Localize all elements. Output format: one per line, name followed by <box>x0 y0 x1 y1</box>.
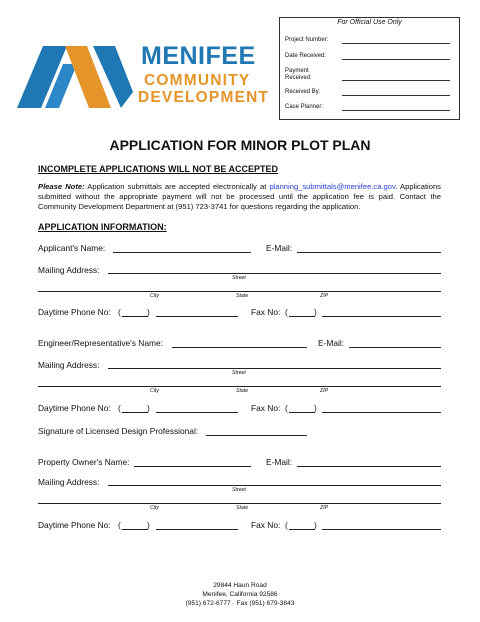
owner-city-caption: City <box>150 505 159 511</box>
owner-phone-paren-open: ( <box>118 520 121 530</box>
official-use-box <box>279 17 460 120</box>
owner-fax-number-field[interactable] <box>322 529 441 530</box>
applicant-zip-caption: ZIP <box>320 293 329 299</box>
logo-line2: COMMUNITY <box>144 72 251 89</box>
intro-text-1: Application submittals are accepted electronically at <box>84 182 270 191</box>
applicant-phone-paren-close: ) <box>147 307 150 317</box>
applicant-city-caption: City <box>150 293 159 299</box>
owner-email-field[interactable] <box>297 466 441 467</box>
engineer-fax-label: Fax No: <box>251 403 281 413</box>
footer-street: 29844 Haun Road <box>213 582 267 589</box>
official-use-heading: For Official Use Only <box>337 19 402 26</box>
owner-name-label: Property Owner's Name: <box>38 457 130 467</box>
owner-phone-number-field[interactable] <box>156 529 238 530</box>
applicant-name-field[interactable] <box>113 252 251 253</box>
owner-zip-caption: ZIP <box>320 505 329 511</box>
applicant-fax-number-field[interactable] <box>322 316 441 317</box>
owner-street-caption: Street <box>232 487 246 493</box>
logo-name: MENIFEE <box>141 42 256 70</box>
received-by-label: Received By: <box>285 89 321 95</box>
applicant-fax-area-field[interactable] <box>289 316 315 317</box>
date-received-label: Date Received: <box>285 53 327 59</box>
intro-paragraph <box>38 182 441 212</box>
received-by-field[interactable] <box>342 95 450 96</box>
date-received-field[interactable] <box>342 59 450 60</box>
applicant-city-state-zip-field[interactable] <box>38 291 441 292</box>
engineer-fax-paren-close: ) <box>314 403 317 413</box>
case-planner-label: Case Planner: <box>285 104 324 110</box>
engineer-phone-area-field[interactable] <box>122 412 148 413</box>
signature-label: Signature of Licensed Design Professional: <box>38 426 199 436</box>
engineer-mailing-label: Mailing Address: <box>38 360 100 370</box>
engineer-email-label: E-Mail: <box>318 338 345 348</box>
applicant-street-field[interactable] <box>108 273 441 274</box>
owner-fax-paren-open: ( <box>285 520 288 530</box>
engineer-email-field[interactable] <box>349 347 441 348</box>
applicant-fax-paren-open: ( <box>285 307 288 317</box>
owner-name-field[interactable] <box>134 466 251 467</box>
logo-mark-icon <box>15 40 145 110</box>
engineer-city-state-zip-field[interactable] <box>38 386 441 387</box>
engineer-street-caption: Street <box>232 370 246 376</box>
footer-address <box>0 581 480 608</box>
applicant-phone-area-field[interactable] <box>122 316 148 317</box>
engineer-street-field[interactable] <box>108 368 441 369</box>
intro-text-2: . Applications submitted without the appropriate payment will not be processed until the application fee is paid. Contact the Community Development Department at (951) 723-3741 for questions regarding the application. <box>38 182 441 211</box>
engineer-name-label: Engineer/Representative's Name: <box>38 338 163 348</box>
payment-received-field[interactable] <box>342 80 450 81</box>
logo <box>15 40 280 110</box>
applicant-mailing-label: Mailing Address: <box>38 265 100 275</box>
page-title: APPLICATION FOR MINOR PLOT PLAN <box>109 137 371 153</box>
payment-received-label: Payment Received: <box>285 68 312 81</box>
owner-fax-paren-close: ) <box>314 520 317 530</box>
owner-fax-label: Fax No: <box>251 520 281 530</box>
please-note-label: Please Note: <box>38 182 85 191</box>
owner-state-caption: State <box>236 505 249 511</box>
owner-city-state-zip-field[interactable] <box>38 503 441 504</box>
applicant-state-caption: State <box>236 293 249 299</box>
case-planner-field[interactable] <box>342 110 450 111</box>
owner-mailing-label: Mailing Address: <box>38 477 100 487</box>
owner-street-field[interactable] <box>108 485 441 486</box>
logo-line3: DEVELOPMENT <box>138 89 270 106</box>
applicant-fax-label: Fax No: <box>251 307 281 317</box>
project-number-label: Project Number: <box>285 37 329 43</box>
applicant-phone-number-field[interactable] <box>156 316 238 317</box>
owner-phone-paren-close: ) <box>147 520 150 530</box>
applicant-fax-paren-close: ) <box>314 307 317 317</box>
engineer-zip-caption: ZIP <box>320 388 329 394</box>
applicant-phone-label: Daytime Phone No: <box>38 307 111 317</box>
engineer-phone-number-field[interactable] <box>156 412 238 413</box>
submittal-email-link[interactable]: planning_submittals@menifee.ca.gov <box>269 182 396 191</box>
engineer-phone-paren-close: ) <box>147 403 150 413</box>
signature-field[interactable] <box>206 435 307 436</box>
engineer-state-caption: State <box>236 388 249 394</box>
applicant-street-caption: Street <box>232 275 246 281</box>
engineer-fax-paren-open: ( <box>285 403 288 413</box>
owner-phone-label: Daytime Phone No: <box>38 520 111 530</box>
applicant-name-label: Applicant's Name: <box>38 243 106 253</box>
engineer-phone-label: Daytime Phone No: <box>38 403 111 413</box>
engineer-fax-number-field[interactable] <box>322 412 441 413</box>
incomplete-warning: INCOMPLETE APPLICATIONS WILL NOT BE ACCEPTED <box>38 164 279 174</box>
engineer-city-caption: City <box>150 388 159 394</box>
engineer-phone-paren-open: ( <box>118 403 121 413</box>
engineer-name-field[interactable] <box>172 347 307 348</box>
applicant-email-field[interactable] <box>297 252 441 253</box>
owner-email-label: E-Mail: <box>266 457 293 467</box>
application-info-heading: APPLICATION INFORMATION: <box>38 222 167 232</box>
footer-city: Menifee, California 92586 <box>202 591 278 598</box>
footer-phone-fax: (951) 672-6777 · Fax (951) 679-3843 <box>185 600 295 607</box>
applicant-email-label: E-Mail: <box>266 243 293 253</box>
applicant-phone-paren-open: ( <box>118 307 121 317</box>
owner-fax-area-field[interactable] <box>289 529 315 530</box>
engineer-fax-area-field[interactable] <box>289 412 315 413</box>
owner-phone-area-field[interactable] <box>122 529 148 530</box>
project-number-field[interactable] <box>342 43 450 44</box>
